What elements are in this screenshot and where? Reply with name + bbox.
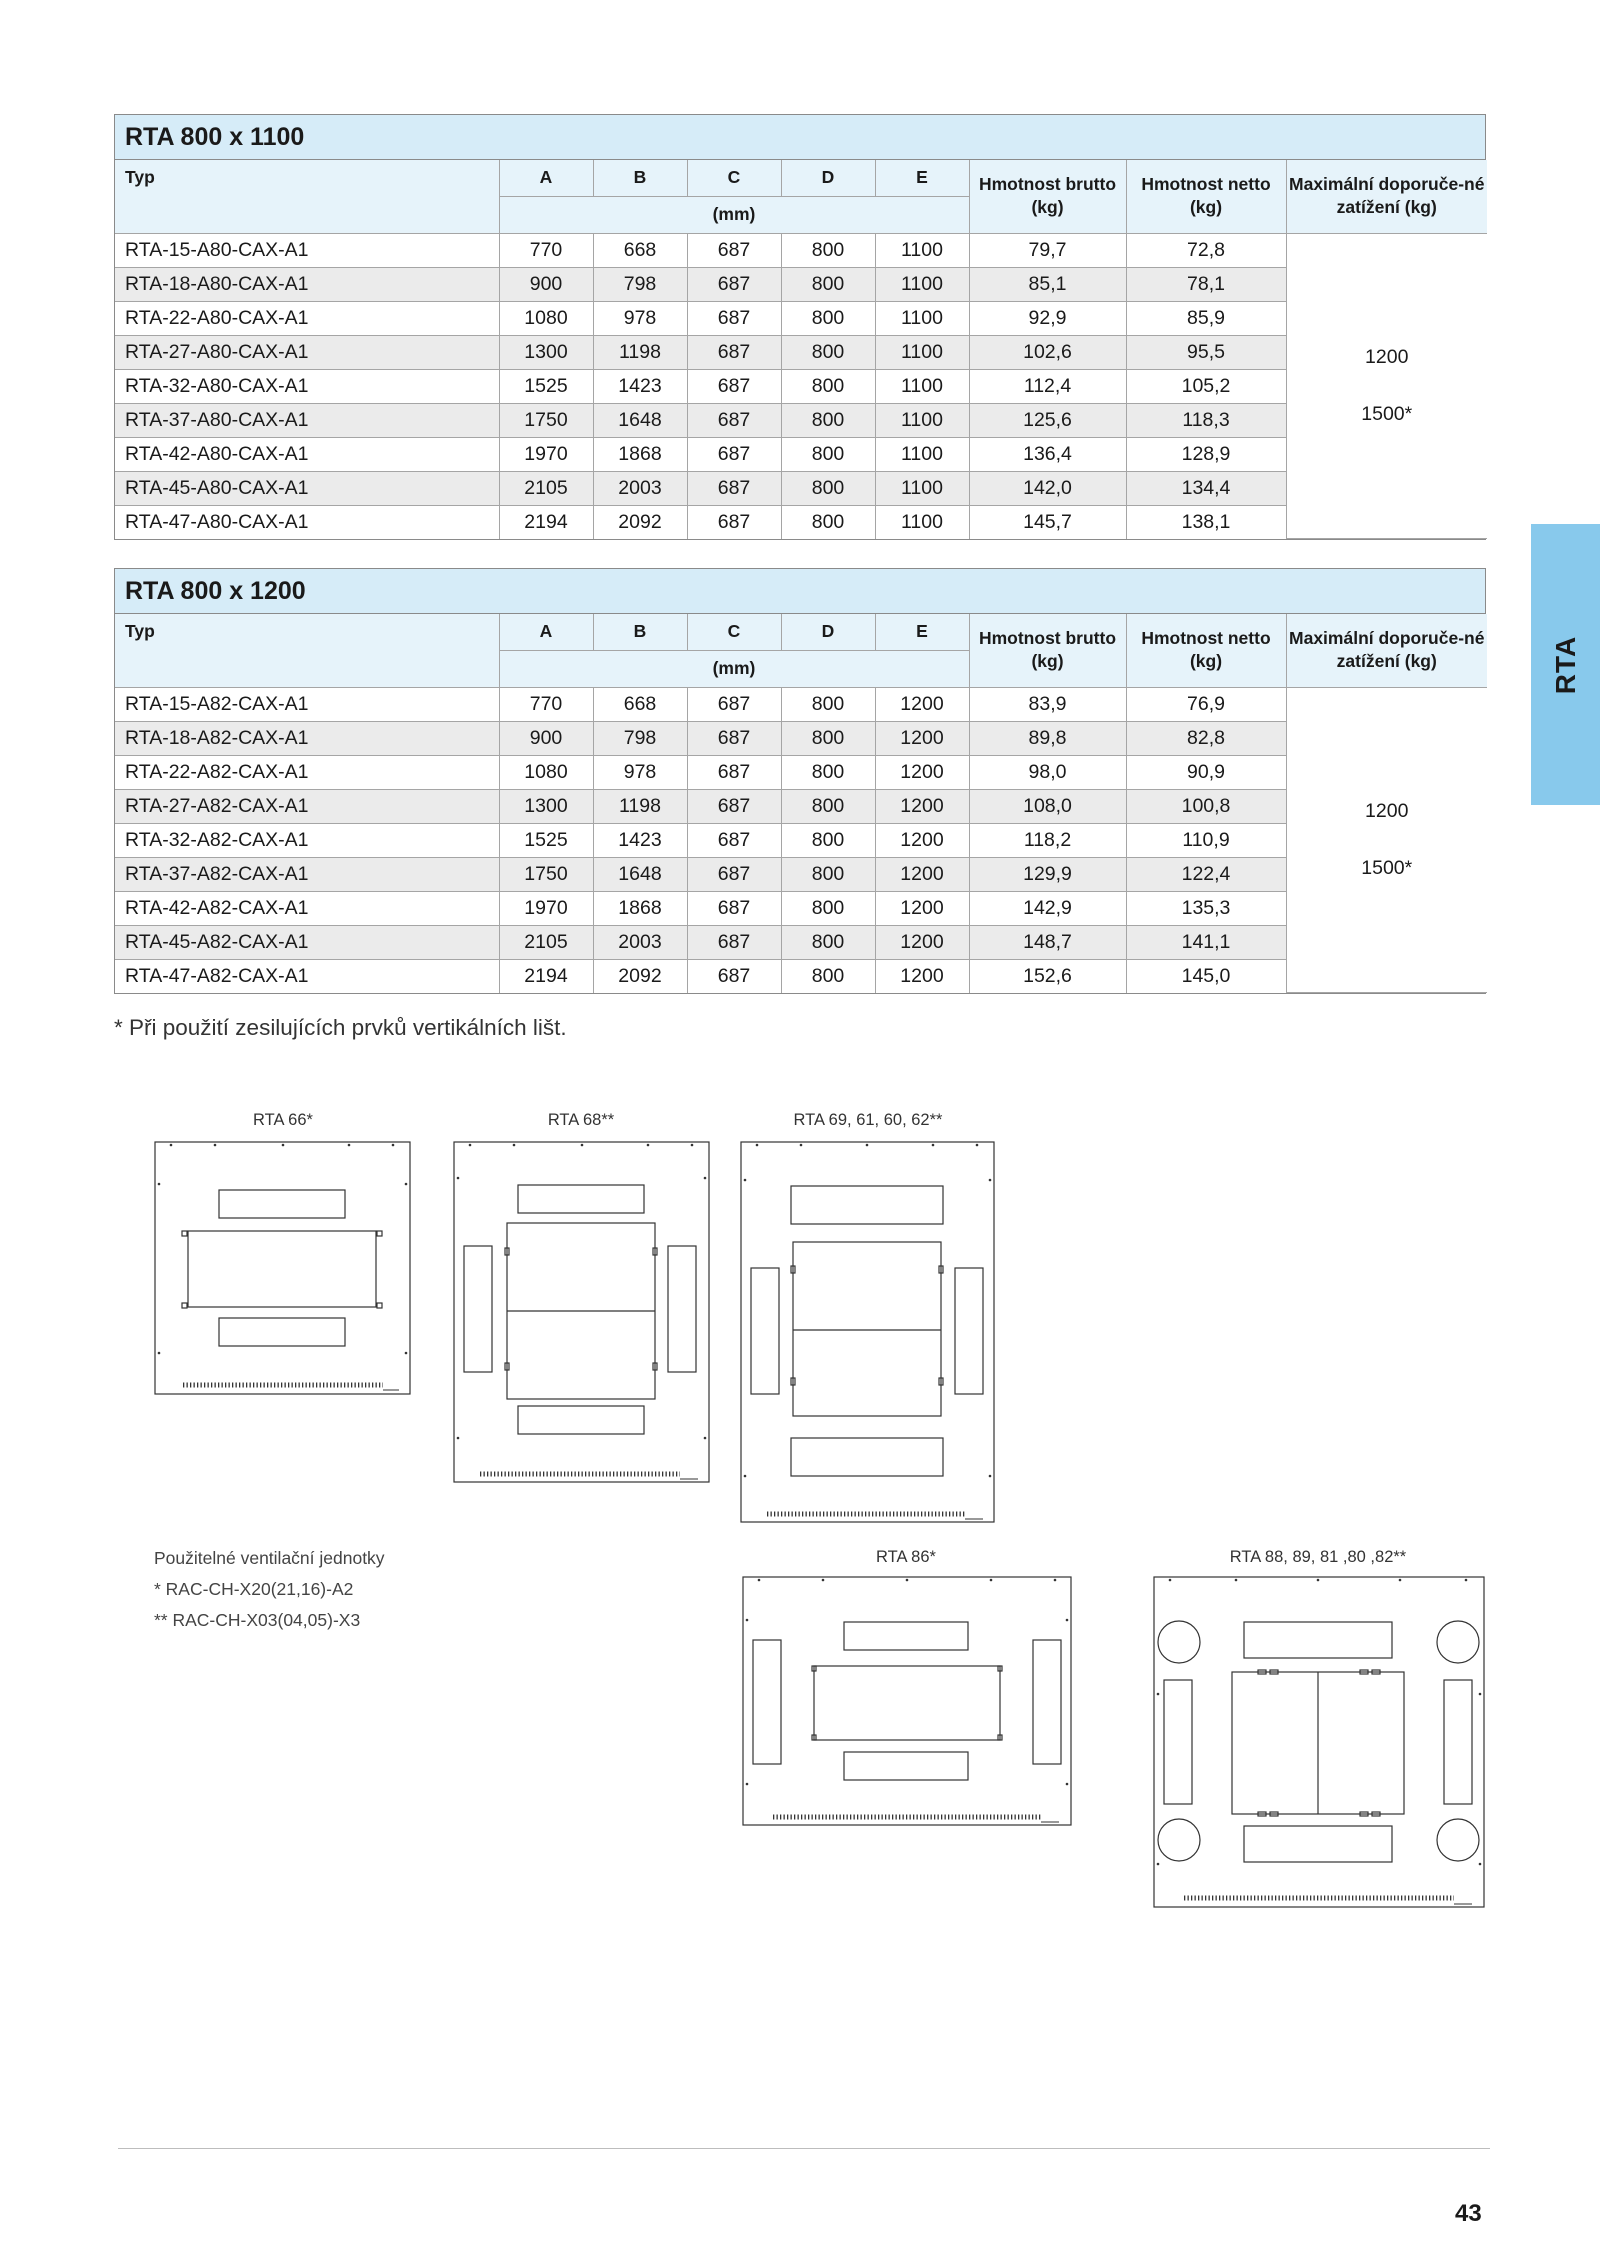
cell-value: 1100 bbox=[875, 233, 969, 267]
cell-value: 800 bbox=[781, 505, 875, 539]
cell-value: 1200 bbox=[875, 687, 969, 721]
table-row bbox=[115, 505, 1487, 539]
cell-value: 800 bbox=[781, 789, 875, 823]
cell-type: RTA-37-A80-CAX-A1 bbox=[115, 403, 499, 437]
cell-value: 1423 bbox=[593, 369, 687, 403]
cell-value: 800 bbox=[781, 471, 875, 505]
header-c: C bbox=[687, 160, 781, 196]
roof-diagram-rta66 bbox=[153, 1138, 413, 1398]
cell-value: 134,4 bbox=[1126, 471, 1286, 505]
cell-value: 800 bbox=[781, 267, 875, 301]
cell-value: 1970 bbox=[499, 437, 593, 471]
cell-value: 92,9 bbox=[969, 301, 1126, 335]
cell-value: 82,8 bbox=[1126, 721, 1286, 755]
cell-value: 2003 bbox=[593, 471, 687, 505]
cell-value: 687 bbox=[687, 471, 781, 505]
cell-value: 145,0 bbox=[1126, 959, 1286, 993]
diagram-label-rta88: RTA 88, 89, 81 ,80 ,82** bbox=[1229, 1548, 1407, 1566]
cell-value: 1300 bbox=[499, 335, 593, 369]
cell-value: 800 bbox=[781, 721, 875, 755]
cell-value: 1200 bbox=[875, 959, 969, 993]
roof-diagram-rta88 bbox=[1152, 1574, 1486, 1910]
cell-value: 1100 bbox=[875, 301, 969, 335]
cell-value: 1100 bbox=[875, 267, 969, 301]
cell-value: 687 bbox=[687, 687, 781, 721]
max-load-reinforced-value: 1500* bbox=[1361, 402, 1413, 425]
cell-value: 800 bbox=[781, 891, 875, 925]
cell-value: 798 bbox=[593, 721, 687, 755]
cell-value: 900 bbox=[499, 267, 593, 301]
cell-value: 142,9 bbox=[969, 891, 1126, 925]
cell-value: 110,9 bbox=[1126, 823, 1286, 857]
cell-value: 1525 bbox=[499, 369, 593, 403]
diagram-label-rta86: RTA 86* bbox=[876, 1548, 936, 1566]
cell-value: 102,6 bbox=[969, 335, 1126, 369]
roof-diagram-rta86 bbox=[741, 1574, 1073, 1828]
cell-value: 2194 bbox=[499, 505, 593, 539]
cell-value: 1200 bbox=[875, 857, 969, 891]
max-load-value: 1200 bbox=[1365, 345, 1409, 368]
header-b: B bbox=[593, 614, 687, 650]
header-e: E bbox=[875, 160, 969, 196]
table-row bbox=[115, 335, 1487, 369]
cell-value: 129,9 bbox=[969, 857, 1126, 891]
max-load-value: 1200 bbox=[1365, 799, 1409, 822]
cell-value: 687 bbox=[687, 233, 781, 267]
cell-value: 687 bbox=[687, 721, 781, 755]
vent-note-1: * RAC-CH-X20(21,16)-A2 bbox=[154, 1579, 354, 1599]
cell-value: 118,2 bbox=[969, 823, 1126, 857]
header-netto: Hmotnost netto (kg) bbox=[1126, 614, 1286, 687]
cell-value: 2105 bbox=[499, 471, 593, 505]
cell-type: RTA-32-A80-CAX-A1 bbox=[115, 369, 499, 403]
footnote: * Při použití zesilujících prvků vertikálních lišt. bbox=[114, 1015, 567, 1040]
cell-value: 687 bbox=[687, 925, 781, 959]
cell-value: 687 bbox=[687, 959, 781, 993]
cell-value: 1100 bbox=[875, 471, 969, 505]
header-a: A bbox=[499, 614, 593, 650]
cell-value: 2003 bbox=[593, 925, 687, 959]
cell-value: 2092 bbox=[593, 959, 687, 993]
cell-value: 118,3 bbox=[1126, 403, 1286, 437]
footer-divider bbox=[118, 2148, 1490, 2149]
header-typ: Typ bbox=[115, 614, 499, 687]
cell-value: 90,9 bbox=[1126, 755, 1286, 789]
cell-type: RTA-15-A82-CAX-A1 bbox=[115, 687, 499, 721]
table-row bbox=[115, 925, 1487, 959]
cell-value: 687 bbox=[687, 301, 781, 335]
diagram-label-rta69: RTA 69, 61, 60, 62** bbox=[793, 1111, 943, 1129]
cell-type: RTA-27-A80-CAX-A1 bbox=[115, 335, 499, 369]
cell-value: 687 bbox=[687, 789, 781, 823]
cell-value: 2105 bbox=[499, 925, 593, 959]
cell-value: 800 bbox=[781, 437, 875, 471]
cell-value: 800 bbox=[781, 301, 875, 335]
section-tab bbox=[1531, 524, 1600, 805]
cell-value: 2194 bbox=[499, 959, 593, 993]
cell-type: RTA-32-A82-CAX-A1 bbox=[115, 823, 499, 857]
cell-value: 687 bbox=[687, 369, 781, 403]
cell-value: 900 bbox=[499, 721, 593, 755]
cell-type: RTA-45-A80-CAX-A1 bbox=[115, 471, 499, 505]
cell-type: RTA-18-A82-CAX-A1 bbox=[115, 721, 499, 755]
table-row bbox=[115, 789, 1487, 823]
cell-value: 98,0 bbox=[969, 755, 1126, 789]
cell-value: 800 bbox=[781, 687, 875, 721]
cell-type: RTA-27-A82-CAX-A1 bbox=[115, 789, 499, 823]
cell-value: 800 bbox=[781, 335, 875, 369]
table-row bbox=[115, 823, 1487, 857]
cell-value: 770 bbox=[499, 233, 593, 267]
vent-note-2: ** RAC-CH-X03(04,05)-X3 bbox=[154, 1610, 361, 1630]
cell-value: 1080 bbox=[499, 301, 593, 335]
cell-value: 1300 bbox=[499, 789, 593, 823]
header-unit: (mm) bbox=[499, 196, 969, 233]
cell-value: 142,0 bbox=[969, 471, 1126, 505]
cell-value: 1200 bbox=[875, 823, 969, 857]
cell-value: 687 bbox=[687, 267, 781, 301]
cell-type: RTA-45-A82-CAX-A1 bbox=[115, 925, 499, 959]
cell-value: 798 bbox=[593, 267, 687, 301]
cell-value: 1100 bbox=[875, 437, 969, 471]
cell-value: 136,4 bbox=[969, 437, 1126, 471]
cell-type: RTA-37-A82-CAX-A1 bbox=[115, 857, 499, 891]
cell-value: 152,6 bbox=[969, 959, 1126, 993]
cell-value: 85,9 bbox=[1126, 301, 1286, 335]
cell-value: 141,1 bbox=[1126, 925, 1286, 959]
cell-value: 100,8 bbox=[1126, 789, 1286, 823]
cell-value: 1200 bbox=[875, 721, 969, 755]
page-number: 43 bbox=[1455, 2200, 1482, 2227]
cell-value: 112,4 bbox=[969, 369, 1126, 403]
cell-value: 135,3 bbox=[1126, 891, 1286, 925]
cell-value: 2092 bbox=[593, 505, 687, 539]
header-d: D bbox=[781, 614, 875, 650]
cell-value: 1100 bbox=[875, 335, 969, 369]
cell-value: 78,1 bbox=[1126, 267, 1286, 301]
cell-value: 128,9 bbox=[1126, 437, 1286, 471]
cell-value: 978 bbox=[593, 301, 687, 335]
spec-table bbox=[115, 160, 1487, 539]
cell-value: 1970 bbox=[499, 891, 593, 925]
table-row bbox=[115, 267, 1487, 301]
table-row bbox=[115, 233, 1487, 267]
diagram-label-rta66: RTA 66* bbox=[253, 1111, 313, 1129]
cell-type: RTA-42-A82-CAX-A1 bbox=[115, 891, 499, 925]
cell-value: 668 bbox=[593, 233, 687, 267]
header-load: Maximální doporuče-né zatížení (kg) bbox=[1286, 614, 1487, 687]
cell-value: 1750 bbox=[499, 403, 593, 437]
cell-value: 687 bbox=[687, 437, 781, 471]
table-row bbox=[115, 301, 1487, 335]
cell-value: 687 bbox=[687, 403, 781, 437]
cell-value: 105,2 bbox=[1126, 369, 1286, 403]
table-rta-800x1100 bbox=[114, 114, 1486, 540]
header-c: C bbox=[687, 614, 781, 650]
cell-value: 800 bbox=[781, 755, 875, 789]
roof-diagram-rta68 bbox=[452, 1138, 712, 1484]
table-title: RTA 800 x 1100 bbox=[115, 115, 1485, 160]
cell-max-load bbox=[1286, 687, 1487, 993]
cell-value: 1868 bbox=[593, 437, 687, 471]
cell-value: 1648 bbox=[593, 857, 687, 891]
cell-value: 1648 bbox=[593, 403, 687, 437]
cell-value: 89,8 bbox=[969, 721, 1126, 755]
header-netto: Hmotnost netto (kg) bbox=[1126, 160, 1286, 233]
cell-value: 122,4 bbox=[1126, 857, 1286, 891]
ventilation-notes bbox=[154, 1543, 385, 1636]
cell-type: RTA-22-A80-CAX-A1 bbox=[115, 301, 499, 335]
cell-value: 800 bbox=[781, 857, 875, 891]
cell-value: 145,7 bbox=[969, 505, 1126, 539]
cell-type: RTA-22-A82-CAX-A1 bbox=[115, 755, 499, 789]
table-row bbox=[115, 403, 1487, 437]
cell-value: 1525 bbox=[499, 823, 593, 857]
diagram-label-rta68: RTA 68** bbox=[547, 1111, 615, 1129]
cell-type: RTA-18-A80-CAX-A1 bbox=[115, 267, 499, 301]
cell-value: 138,1 bbox=[1126, 505, 1286, 539]
table-body bbox=[115, 687, 1487, 993]
table-title: RTA 800 x 1200 bbox=[115, 569, 1485, 614]
table-row bbox=[115, 471, 1487, 505]
table-body bbox=[115, 233, 1487, 539]
spec-table bbox=[115, 614, 1487, 993]
cell-value: 1080 bbox=[499, 755, 593, 789]
header-brutto: Hmotnost brutto (kg) bbox=[969, 160, 1126, 233]
cell-type: RTA-47-A80-CAX-A1 bbox=[115, 505, 499, 539]
table-row bbox=[115, 755, 1487, 789]
cell-value: 800 bbox=[781, 403, 875, 437]
cell-value: 800 bbox=[781, 823, 875, 857]
max-load-reinforced-value: 1500* bbox=[1361, 856, 1413, 879]
cell-value: 108,0 bbox=[969, 789, 1126, 823]
cell-value: 800 bbox=[781, 369, 875, 403]
cell-value: 1750 bbox=[499, 857, 593, 891]
header-a: A bbox=[499, 160, 593, 196]
cell-value: 1198 bbox=[593, 789, 687, 823]
header-b: B bbox=[593, 160, 687, 196]
cell-value: 687 bbox=[687, 823, 781, 857]
cell-value: 1100 bbox=[875, 369, 969, 403]
cell-value: 79,7 bbox=[969, 233, 1126, 267]
header-d: D bbox=[781, 160, 875, 196]
cell-value: 83,9 bbox=[969, 687, 1126, 721]
cell-value: 687 bbox=[687, 335, 781, 369]
cell-value: 1200 bbox=[875, 925, 969, 959]
cell-value: 668 bbox=[593, 687, 687, 721]
header-brutto: Hmotnost brutto (kg) bbox=[969, 614, 1126, 687]
cell-value: 1423 bbox=[593, 823, 687, 857]
cell-value: 95,5 bbox=[1126, 335, 1286, 369]
cell-value: 1100 bbox=[875, 505, 969, 539]
table-row bbox=[115, 891, 1487, 925]
cell-type: RTA-47-A82-CAX-A1 bbox=[115, 959, 499, 993]
roof-diagram-rta69 bbox=[739, 1138, 997, 1524]
table-row bbox=[115, 721, 1487, 755]
cell-value: 687 bbox=[687, 857, 781, 891]
table-row bbox=[115, 437, 1487, 471]
cell-value: 85,1 bbox=[969, 267, 1126, 301]
cell-value: 1100 bbox=[875, 403, 969, 437]
cell-type: RTA-42-A80-CAX-A1 bbox=[115, 437, 499, 471]
cell-value: 148,7 bbox=[969, 925, 1126, 959]
cell-value: 687 bbox=[687, 755, 781, 789]
header-load: Maximální doporuče-né zatížení (kg) bbox=[1286, 160, 1487, 233]
cell-value: 125,6 bbox=[969, 403, 1126, 437]
table-row bbox=[115, 959, 1487, 993]
cell-value: 770 bbox=[499, 687, 593, 721]
header-typ: Typ bbox=[115, 160, 499, 233]
table-rta-800x1200 bbox=[114, 568, 1486, 994]
cell-value: 978 bbox=[593, 755, 687, 789]
cell-value: 800 bbox=[781, 233, 875, 267]
cell-max-load bbox=[1286, 233, 1487, 539]
cell-value: 687 bbox=[687, 505, 781, 539]
header-e: E bbox=[875, 614, 969, 650]
header-unit: (mm) bbox=[499, 650, 969, 687]
cell-value: 1200 bbox=[875, 891, 969, 925]
cell-value: 800 bbox=[781, 925, 875, 959]
cell-value: 687 bbox=[687, 891, 781, 925]
cell-value: 76,9 bbox=[1126, 687, 1286, 721]
cell-value: 1200 bbox=[875, 755, 969, 789]
cell-value: 1868 bbox=[593, 891, 687, 925]
cell-value: 1198 bbox=[593, 335, 687, 369]
vent-notes-title: Použitelné ventilační jednotky bbox=[154, 1548, 385, 1568]
cell-type: RTA-15-A80-CAX-A1 bbox=[115, 233, 499, 267]
cell-value: 72,8 bbox=[1126, 233, 1286, 267]
cell-value: 800 bbox=[781, 959, 875, 993]
section-tab-label: RTA bbox=[1549, 635, 1581, 694]
table-row bbox=[115, 687, 1487, 721]
table-row bbox=[115, 369, 1487, 403]
cell-value: 1200 bbox=[875, 789, 969, 823]
table-row bbox=[115, 857, 1487, 891]
